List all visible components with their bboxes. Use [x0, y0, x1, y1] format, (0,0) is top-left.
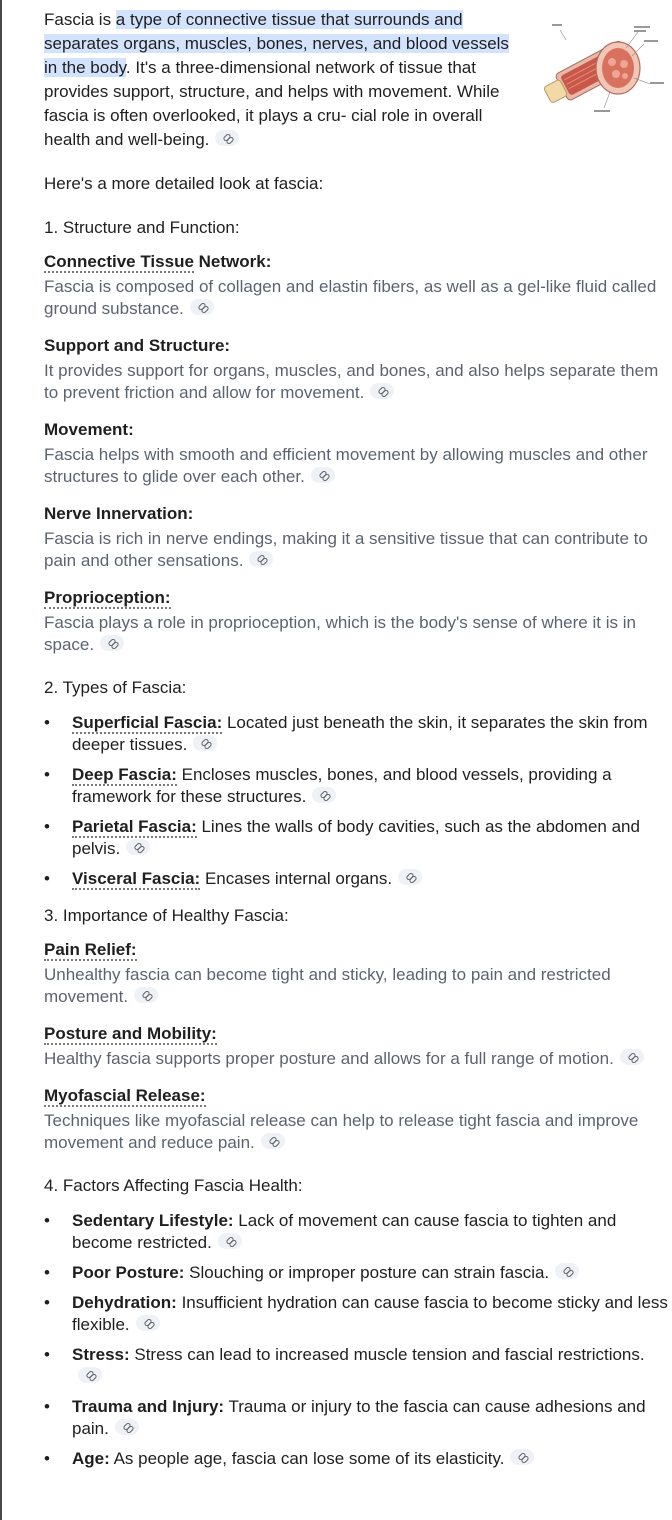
desc-text: Fascia is rich in nerve endings, making it a sensitive tissue that can contribute to pain and other sensations.: [44, 529, 648, 570]
link-icon[interactable]: [190, 299, 214, 315]
link-icon[interactable]: [398, 869, 422, 885]
desc-text: Techniques like myofascial release can help to release tight fascia and improve movement and reduce pain.: [44, 1111, 639, 1152]
factor-term: Stress:: [72, 1345, 130, 1364]
bullet: •: [44, 713, 50, 732]
list-item: [44, 1292, 670, 1336]
link-icon[interactable]: [218, 1233, 242, 1249]
section1-item: [44, 418, 670, 488]
intro-prefix: Fascia is: [44, 10, 116, 29]
item-text: Stress can lead to increased muscle tension and fascial restrictions.: [129, 1345, 645, 1364]
section3-item: [44, 1084, 670, 1154]
link-icon[interactable]: [134, 987, 158, 1003]
link-icon[interactable]: [261, 1133, 285, 1149]
answer-content: [44, 8, 670, 1478]
term-link[interactable]: Myofascial Release:: [44, 1086, 206, 1105]
section3-item-title: [44, 938, 670, 962]
link-icon[interactable]: [620, 1049, 644, 1065]
bullet: •: [44, 1449, 50, 1468]
section3-item: [44, 1022, 670, 1070]
section3-item-desc: [44, 964, 670, 1008]
bullet: •: [44, 1211, 50, 1230]
list-item: [44, 1344, 670, 1388]
intro-highlighted-definition[interactable]: a type of connective tissue that surrounds and separates organs, muscles, bones, nerves, and blood vessels in the body: [44, 10, 509, 77]
bullet: •: [44, 1397, 50, 1416]
bullet: •: [44, 765, 50, 784]
bullet: •: [44, 1293, 50, 1312]
factor-term: Poor Posture:: [72, 1263, 185, 1282]
item-text: Insufficient hydration can cause fascia to become sticky and less flexible.: [72, 1293, 668, 1334]
desc-text: Healthy fascia supports proper posture and allows for a full range of motion.: [44, 1049, 614, 1068]
section1-item: [44, 586, 670, 656]
section3-item-desc: [44, 1110, 670, 1154]
bullet: •: [44, 869, 50, 888]
section1-item: [44, 250, 670, 320]
factor-term: Age:: [72, 1449, 110, 1468]
item-text: Encases internal organs.: [200, 869, 393, 888]
link-icon[interactable]: [126, 839, 150, 855]
types-list: [44, 712, 670, 890]
factor-term: Trauma and Injury:: [72, 1397, 225, 1416]
link-icon[interactable]: [136, 1315, 160, 1331]
section3-item-desc: [44, 1048, 670, 1070]
term-link[interactable]: Visceral Fascia:: [72, 869, 201, 888]
term-link[interactable]: Pain Relief:: [44, 940, 137, 959]
link-icon[interactable]: [193, 735, 217, 751]
link-icon[interactable]: [78, 1367, 102, 1383]
term-link[interactable]: Parietal Fascia:: [72, 817, 197, 836]
term-link[interactable]: Posture and Mobility:: [44, 1024, 217, 1043]
intro-rest: . It's a three-dimensional network of tissue that provides support, structure, and helps with movement. While fascia is often overlooked, it plays a cru- cial role in overall health and well-being.: [44, 58, 500, 149]
section3-item-title: [44, 1084, 670, 1108]
item-text: Lack of movement can cause fascia to tighten and become restricted.: [72, 1211, 617, 1252]
section4-heading: 4. Factors Affecting Fascia Health:: [44, 1176, 303, 1195]
term-link[interactable]: Connective Tissue: [44, 252, 194, 271]
list-item: [44, 816, 670, 860]
section1-item-title: Movement:: [44, 420, 134, 439]
list-item: [44, 1210, 670, 1254]
list-item: [44, 1396, 670, 1440]
desc-text: Fascia helps with smooth and efficient movement by allowing muscles and other structures to glide over each other.: [44, 445, 648, 486]
section1-item-title: Nerve Innervation:: [44, 504, 194, 523]
item-text: Located just beneath the skin, it separates the skin from deeper tissues.: [72, 713, 648, 754]
desc-text: Fascia is composed of collagen and elastin fibers, as well as a gel-like fluid called ground substance.: [44, 277, 657, 318]
item-text: Lines the walls of body cavities, such as the abdomen and pelvis.: [72, 817, 640, 858]
term-link[interactable]: Proprioception:: [44, 588, 171, 607]
link-icon[interactable]: [555, 1263, 579, 1279]
bullet: •: [44, 817, 50, 836]
section1-item-title: Support and Structure:: [44, 336, 231, 355]
desc-text: Unhealthy fascia can become tight and sticky, leading to pain and restricted movement.: [44, 965, 611, 1006]
item-text: Encloses muscles, bones, and blood vessels, providing a framework for these structures.: [72, 765, 612, 806]
section1-item-desc: [44, 444, 670, 488]
link-icon[interactable]: [215, 130, 239, 146]
item-text: As people age, fascia can lose some of its elasticity.: [109, 1449, 505, 1468]
section3-item-title: [44, 1022, 670, 1046]
factors-list: [44, 1210, 670, 1470]
lead-text: Here's a more detailed look at fascia:: [44, 174, 324, 193]
term-link[interactable]: Deep Fascia:: [72, 765, 177, 784]
desc-text: It provides support for organs, muscles, and bones, and also helps separate them to prevent friction and allow for movement.: [44, 361, 659, 402]
list-item: [44, 1262, 670, 1284]
link-icon[interactable]: [100, 635, 124, 651]
link-icon[interactable]: [249, 551, 273, 567]
link-icon[interactable]: [115, 1419, 139, 1435]
section1-heading: 1. Structure and Function:: [44, 218, 240, 237]
section1-item-desc: [44, 276, 670, 320]
link-icon[interactable]: [311, 467, 335, 483]
factor-term: Sedentary Lifestyle:: [72, 1211, 234, 1230]
item-text: Trauma or injury to the fascia can cause adhesions and pain.: [72, 1397, 646, 1438]
list-item: [44, 764, 670, 808]
title-suffix: Network:: [193, 252, 272, 271]
list-item: [44, 712, 670, 756]
section1-item-title: [44, 586, 670, 610]
bullet: •: [44, 1263, 50, 1282]
desc-text: Fascia plays a role in proprioception, which is the body's sense of where it is in space.: [44, 613, 636, 654]
list-item: [44, 1448, 670, 1470]
list-item: [44, 868, 670, 890]
factor-term: Dehydration:: [72, 1293, 177, 1312]
link-icon[interactable]: [510, 1449, 534, 1465]
link-icon[interactable]: [370, 383, 394, 399]
section1-item-title: [44, 250, 670, 274]
intro-paragraph: [44, 8, 522, 152]
item-text: Slouching or improper posture can strain fascia.: [184, 1263, 550, 1282]
section3-item: [44, 938, 670, 1008]
left-window-edge: [0, 0, 2, 1520]
section1-item-desc: [44, 528, 670, 572]
section1-item: [44, 334, 670, 404]
bullet: •: [44, 1345, 50, 1364]
section1-item-desc: [44, 360, 670, 404]
section2-heading: 2. Types of Fascia:: [44, 678, 187, 697]
section3-heading: 3. Importance of Healthy Fascia:: [44, 906, 289, 925]
link-icon[interactable]: [312, 787, 336, 803]
section1-item-desc: [44, 612, 670, 656]
section1-item: [44, 502, 670, 572]
term-link[interactable]: Superficial Fascia:: [72, 713, 223, 732]
